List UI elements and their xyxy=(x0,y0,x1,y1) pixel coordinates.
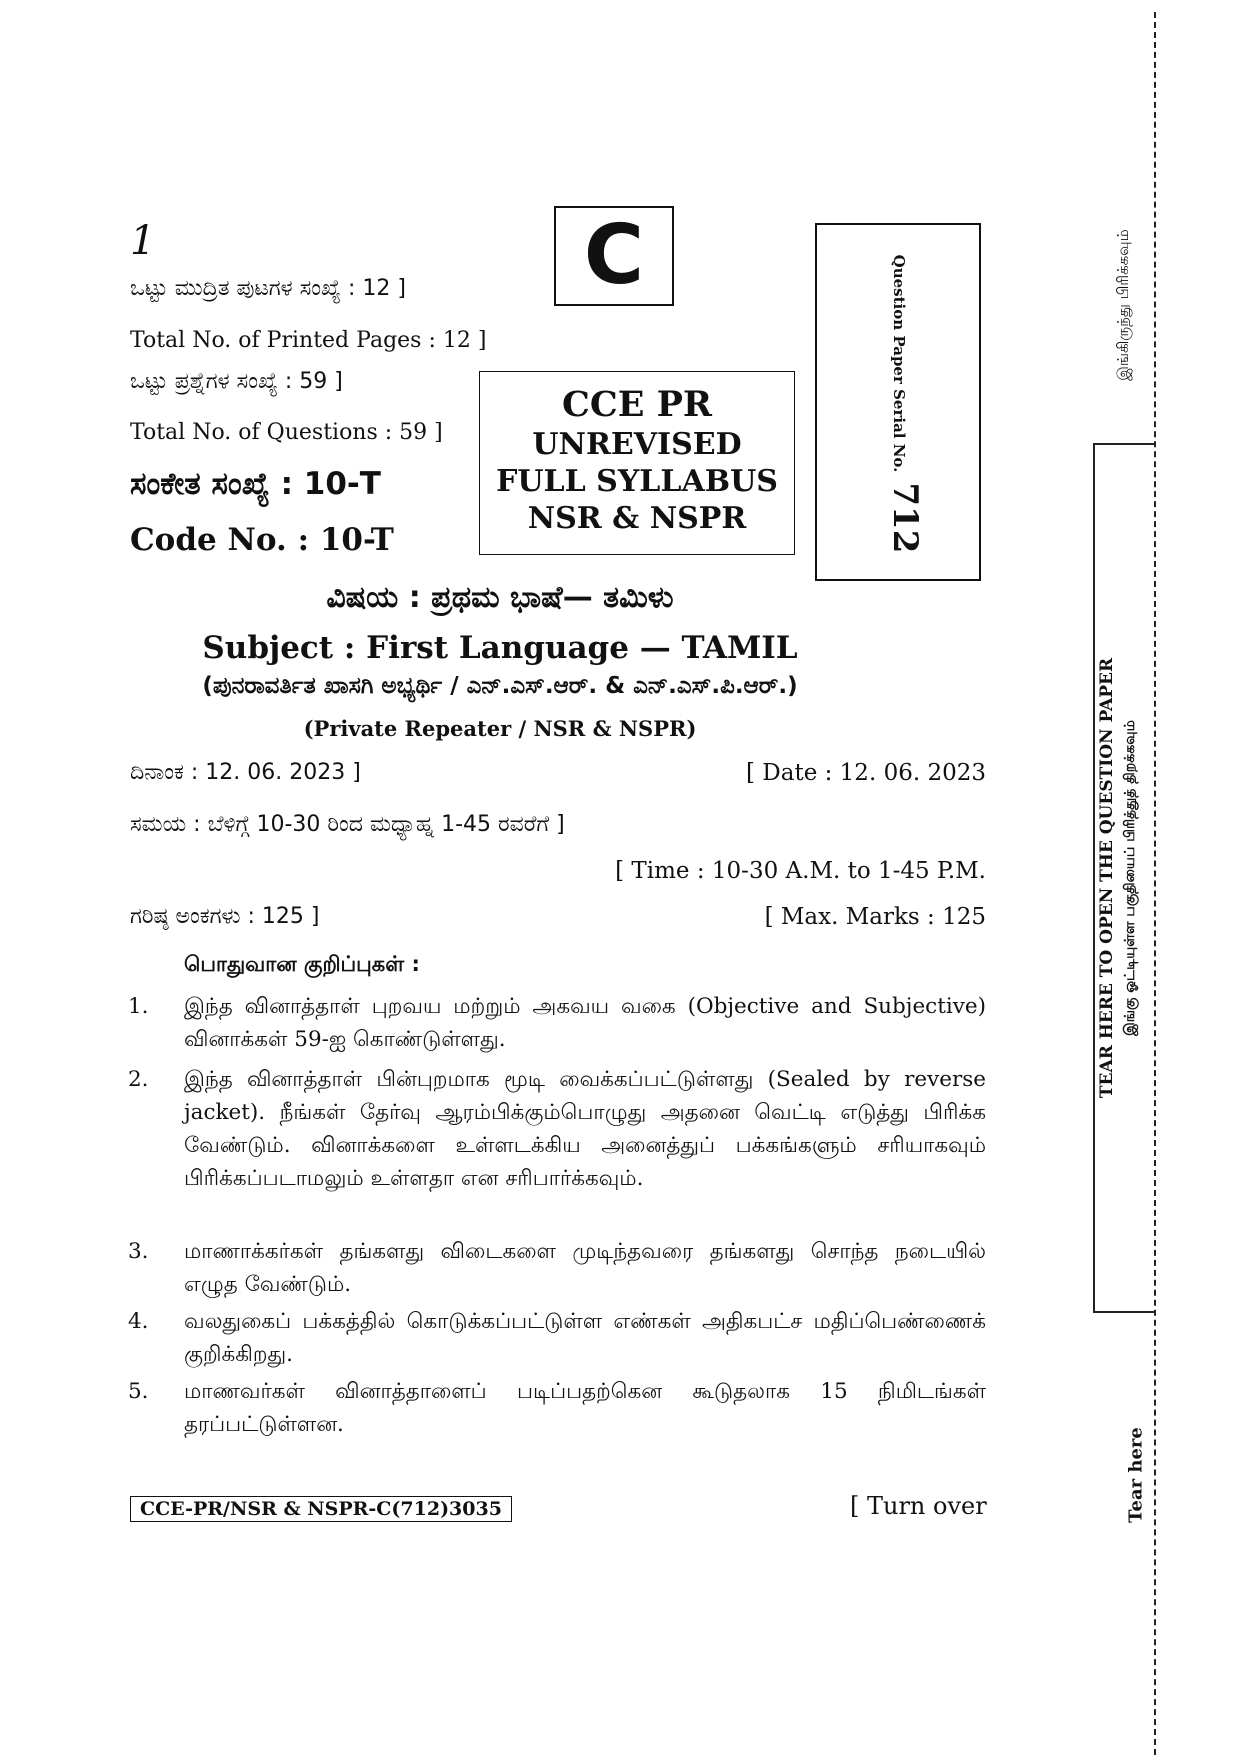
time-english: [ Time : 10-30 A.M. to 1-45 P.M. xyxy=(615,858,986,884)
total-questions-english: Total No. of Questions : 59 ] xyxy=(130,420,443,445)
instruction-item xyxy=(128,990,986,1056)
instruction-number: 5. xyxy=(128,1379,149,1404)
printed-pages-english: Total No. of Printed Pages : 12 ] xyxy=(130,328,487,353)
page-number: 1 xyxy=(130,218,156,264)
exam-type-box xyxy=(479,371,795,555)
tear-dashed-line xyxy=(1154,12,1156,1755)
instruction-text: இந்த வினாத்தாள் பின்புறமாக மூடி வைக்கப்பட்டுள்ளது (Sealed by reverse jacket). நீங்கள் தேர்வு ஆரம்பிக்கும்பொழுது அதனை வெட்டி எடுத்து பிரிக்க வேண்டும். வினாக்களை உள்ளடக்கிய அனைத்துப் பக்கங்களும் சரியாகவும் பிரிக்கப்படாமலும் உள்ளதா என சரிபார்க்கவும். xyxy=(184,1067,987,1191)
paper-version-letter: C xyxy=(583,208,645,303)
serial-number-value: 712 xyxy=(885,482,925,554)
subject-kannada: ವಿಷಯ : ಪ್ರಥಮ ಭಾಷೆ— ತಮಿಳು xyxy=(326,580,674,615)
paper-version-box xyxy=(554,206,674,306)
serial-number-box xyxy=(815,223,981,581)
instruction-number: 4. xyxy=(128,1309,149,1334)
code-number-kannada: ಸಂಕೇತ ಸಂಖ್ಯೆ : 10-T xyxy=(130,466,381,502)
serial-number-label: Question Paper Serial No. xyxy=(890,254,908,473)
date-kannada: ದಿನಾಂಕ : 12. 06. 2023 ] xyxy=(130,760,361,785)
exam-type-line3: FULL SYLLABUS xyxy=(496,464,778,499)
instruction-number: 2. xyxy=(128,1067,149,1092)
instruction-item xyxy=(128,1375,986,1441)
instructions-heading: பொதுவான குறிப்புகள் : xyxy=(184,952,420,976)
candidate-type-kannada: (ಪುನರಾವರ್ತಿತ ಖಾಸಗಿ ಅಭ್ಯರ್ಥಿ / ಎನ್.ಎಸ್.ಆರ್. & ಎನ್.ಎಸ್.ಪಿ.ಆರ್.) xyxy=(202,673,798,699)
printed-pages-kannada: ಒಟ್ಟು ಮುದ್ರಿತ ಪುಟಗಳ ಸಂಖ್ಯೆ : 12 ] xyxy=(130,276,406,301)
time-kannada: ಸಮಯ : ಬೆಳಿಗ್ಗೆ 10-30 ರಿಂದ ಮಧ್ಯಾಹ್ನ 1-45 ರವರೆಗೆ ] xyxy=(130,812,565,837)
instruction-number: 3. xyxy=(128,1239,149,1264)
instruction-text: மாணாக்கர்கள் தங்களது விடைகளை முடிந்தவரை தங்களது சொந்த நடையில் எழுத வேண்டும். xyxy=(184,1239,986,1297)
instruction-text: மாணவர்கள் வினாத்தாளைப் படிப்பதற்கென கூடுதலாக 15 நிமிடங்கள் தரப்பட்டுள்ளன. xyxy=(184,1379,986,1437)
instruction-item xyxy=(128,1305,986,1371)
max-marks-kannada: ಗರಿಷ್ಠ ಅಂಕಗಳು : 125 ] xyxy=(130,904,320,929)
exam-type-line1: CCE PR xyxy=(562,384,712,425)
code-number-english: Code No. : 10-T xyxy=(130,522,394,558)
instruction-item xyxy=(128,1063,986,1195)
instruction-text: இந்த வினாத்தாள் புறவய மற்றும் அகவய வகை (Objective and Subjective) வினாக்கள் 59-ஐ கொண்டுள்ளது. xyxy=(184,994,986,1052)
footer-paper-code: CCE-PR/NSR & NSPR-C(712)3035 xyxy=(130,1496,512,1522)
serial-number-rotated xyxy=(875,234,925,574)
tear-margin-tamil: இங்கு ஓட்டியுள்ள பகுதியைப் பிரித்துத் திறக்கவும் xyxy=(1122,720,1138,1036)
tear-here-label: Tear here xyxy=(1125,1427,1147,1523)
tear-margin-tamil-top: இங்கிருந்து பிரிக்கவும் xyxy=(1114,229,1132,381)
total-questions-kannada: ಒಟ್ಟು ಪ್ರಶ್ನೆಗಳ ಸಂಖ್ಯೆ : 59 ] xyxy=(130,369,343,394)
exam-type-line2: UNREVISED xyxy=(532,427,742,462)
turn-over-note: [ Turn over xyxy=(850,1492,987,1520)
instruction-number: 1. xyxy=(128,994,149,1019)
candidate-type-english: (Private Repeater / NSR & NSPR) xyxy=(303,716,697,741)
subject-english: Subject : First Language — TAMIL xyxy=(202,630,798,666)
tear-margin-english: TEAR HERE TO OPEN THE QUESTION PAPER xyxy=(1097,657,1117,1099)
instruction-item xyxy=(128,1235,986,1301)
max-marks-english: [ Max. Marks : 125 xyxy=(764,904,986,930)
exam-type-line4: NSR & NSPR xyxy=(527,501,747,536)
instruction-text: வலதுகைப் பக்கத்தில் கொடுக்கப்பட்டுள்ள எண்கள் அதிகபட்ச மதிப்பெண்ணைக் குறிக்கிறது. xyxy=(184,1309,986,1367)
date-english: [ Date : 12. 06. 2023 xyxy=(746,760,986,786)
